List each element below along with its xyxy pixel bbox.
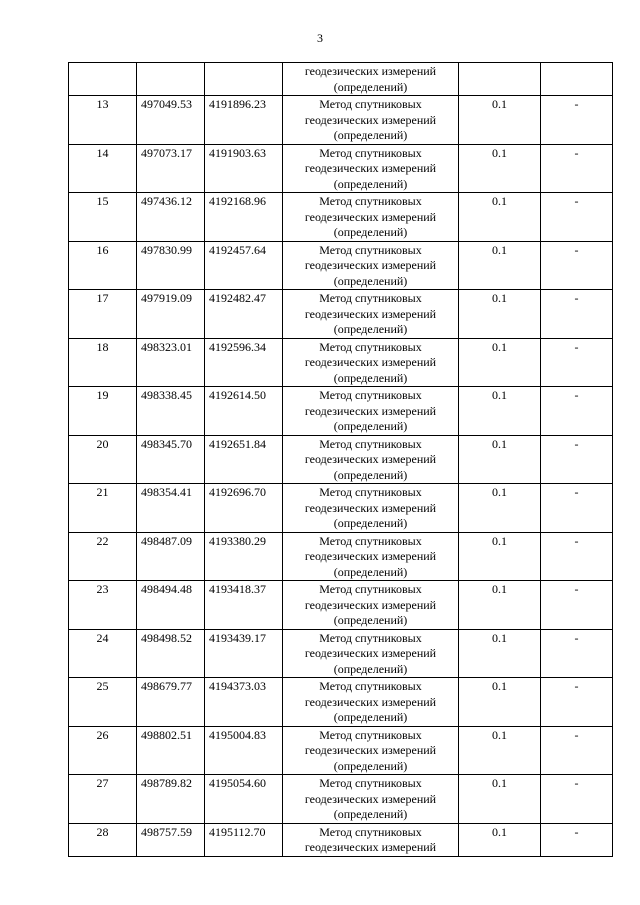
cell-x: 497830.99 [137,241,205,290]
table-row [69,387,613,436]
table-row [69,484,613,533]
continuation-row [69,63,613,96]
cell-note: - [541,193,613,242]
cell-method [283,338,459,387]
table-row [69,241,613,290]
cell-accuracy: 0.1 [459,435,541,484]
method-line: геодезических измерений [304,549,437,563]
method-line: геодезических измерений [304,403,437,418]
cell-num: 15 [69,193,137,242]
cell-x: 497049.53 [137,96,205,145]
method-line: геодезических измерений [304,840,437,854]
cell-num: 19 [69,387,137,436]
cell-note: - [541,241,613,290]
method-line: (определений) [333,322,408,336]
cell-method [283,144,459,193]
cell-accuracy: 0.1 [459,484,541,533]
cell-x: 498494.48 [137,581,205,630]
table-row [69,581,613,630]
page-number: 3 [317,31,323,45]
cell-note: - [541,435,613,484]
cell-note: - [541,726,613,775]
method-line: Метод спутниковых [319,339,422,354]
method-line: Метод спутниковых [319,436,422,451]
cell-method [283,532,459,581]
table-row [69,144,613,193]
table-row [69,435,613,484]
cell-num: 23 [69,581,137,630]
cell-y: 4192457.64 [205,241,283,290]
method-line: (определений) [333,661,408,676]
cell-num: 16 [69,241,137,290]
cell-method [283,193,459,242]
table-row [69,678,613,727]
method-line: геодезических измерений [304,791,437,806]
cell-x: 497919.09 [137,290,205,339]
cell-note: - [541,484,613,533]
method-line: (определений) [333,225,408,239]
cell-num: 28 [69,823,137,856]
cell-method [283,387,459,436]
cell-accuracy: 0.1 [459,581,541,630]
table-row [69,290,613,339]
method-line: (определений) [333,79,408,94]
cell-x: 498757.59 [137,823,205,856]
method-line: (определений) [333,613,408,627]
method-line: Метод спутниковых [319,582,422,596]
method-line: (определений) [333,467,408,482]
cell-method [283,290,459,339]
cell-accuracy: 0.1 [459,629,541,678]
coordinates-table [68,62,613,857]
cell-x: 498498.52 [137,629,205,678]
cell-method [283,678,459,727]
method-line: (определений) [333,419,408,433]
cell-method [283,629,459,678]
cell-num: 24 [69,629,137,678]
cell-num: 21 [69,484,137,533]
table-row [69,96,613,145]
cell-y: 4191896.23 [205,96,283,145]
cell-y: 4192696.70 [205,484,283,533]
cell-x: 497436.12 [137,193,205,242]
method-line: геодезических измерений [304,209,437,224]
table-row [69,726,613,775]
cell-accuracy: 0.1 [459,823,541,856]
cell-y: 4195054.60 [205,775,283,824]
method-line: Метод спутниковых [319,194,422,208]
cell-y [205,63,283,96]
cell-method [283,484,459,533]
cell-accuracy: 0.1 [459,775,541,824]
cell-note: - [541,144,613,193]
method-line: геодезических измерений [304,646,437,660]
cell-accuracy: 0.1 [459,241,541,290]
method-line: (определений) [333,516,408,530]
cell-y: 4192614.50 [205,387,283,436]
cell-y: 4191903.63 [205,144,283,193]
cell-accuracy [459,63,541,96]
cell-y: 4192596.34 [205,338,283,387]
cell-method [283,241,459,290]
method-line: (определений) [333,758,408,773]
method-line: геодезических измерений [304,161,437,175]
method-line: геодезических измерений [304,112,437,127]
method-line: (определений) [333,128,408,142]
cell-x: 498338.45 [137,387,205,436]
cell-x: 497073.17 [137,144,205,193]
method-line: (определений) [333,710,408,724]
method-line: (определений) [333,273,408,288]
cell-num: 26 [69,726,137,775]
cell-y: 4194373.03 [205,678,283,727]
cell-y: 4192168.96 [205,193,283,242]
table-row [69,532,613,581]
cell-num: 18 [69,338,137,387]
cell-num: 27 [69,775,137,824]
method-line: геодезических измерений [304,500,437,515]
method-line: геодезических измерений [304,64,437,78]
cell-y: 4195112.70 [205,823,283,856]
cell-x: 498487.09 [137,532,205,581]
cell-accuracy: 0.1 [459,726,541,775]
method-line: (определений) [333,176,408,191]
cell-num [69,63,137,96]
cell-y: 4192482.47 [205,290,283,339]
cell-accuracy: 0.1 [459,144,541,193]
cell-note: - [541,678,613,727]
method-line: Метод спутниковых [319,388,422,402]
method-line: Метод спутниковых [319,291,422,305]
cell-y: 4192651.84 [205,435,283,484]
method-line: Метод спутниковых [319,824,422,839]
cell-note: - [541,96,613,145]
cell-method [283,435,459,484]
method-line: Метод спутниковых [319,776,422,790]
method-line: геодезических измерений [304,597,437,612]
table-row [69,775,613,824]
table-row [69,823,613,856]
cell-num: 22 [69,532,137,581]
method-line: Метод спутниковых [319,533,422,548]
cell-x: 498789.82 [137,775,205,824]
cell-accuracy: 0.1 [459,290,541,339]
method-line: геодезических измерений [304,743,437,757]
cell-accuracy: 0.1 [459,387,541,436]
cell-note: - [541,338,613,387]
method-line: (определений) [333,370,408,385]
method-line: Метод спутниковых [319,727,422,742]
cell-note: - [541,290,613,339]
cell-method [283,96,459,145]
method-line: (определений) [333,564,408,579]
cell-y: 4193439.17 [205,629,283,678]
cell-note: - [541,532,613,581]
cell-method [283,775,459,824]
cell-num: 20 [69,435,137,484]
table-row [69,629,613,678]
method-line: геодезических измерений [304,694,437,709]
cell-y: 4193418.37 [205,581,283,630]
table-row [69,193,613,242]
cell-y: 4195004.83 [205,726,283,775]
cell-accuracy: 0.1 [459,678,541,727]
method-line: геодезических измерений [304,258,437,272]
method-line: Метод спутниковых [319,485,422,499]
method-line: геодезических измерений [304,306,437,321]
cell-x: 498354.41 [137,484,205,533]
cell-note: - [541,775,613,824]
cell-note [541,63,613,96]
cell-x: 498323.01 [137,338,205,387]
cell-x [137,63,205,96]
cell-num: 14 [69,144,137,193]
cell-accuracy: 0.1 [459,96,541,145]
cell-x: 498345.70 [137,435,205,484]
method-line: Метод спутниковых [319,630,422,645]
cell-num: 25 [69,678,137,727]
cell-accuracy: 0.1 [459,338,541,387]
method-line: Метод спутниковых [319,242,422,257]
method-line: геодезических измерений [304,452,437,466]
cell-accuracy: 0.1 [459,532,541,581]
cell-x: 498802.51 [137,726,205,775]
cell-note: - [541,629,613,678]
cell-method [283,726,459,775]
method-line: Метод спутниковых [319,679,422,693]
method-line: геодезических измерений [304,355,437,369]
cell-method [283,823,459,856]
cell-num: 13 [69,96,137,145]
cell-note: - [541,387,613,436]
coordinates-table-body [69,63,613,857]
method-line: Метод спутниковых [319,145,422,160]
method-line: Метод спутниковых [319,97,422,111]
cell-note: - [541,823,613,856]
cell-accuracy: 0.1 [459,193,541,242]
cell-num: 17 [69,290,137,339]
cell-method [283,63,459,96]
cell-x: 498679.77 [137,678,205,727]
table-row [69,338,613,387]
cell-y: 4193380.29 [205,532,283,581]
method-line: (определений) [333,807,408,821]
cell-method [283,581,459,630]
cell-note: - [541,581,613,630]
